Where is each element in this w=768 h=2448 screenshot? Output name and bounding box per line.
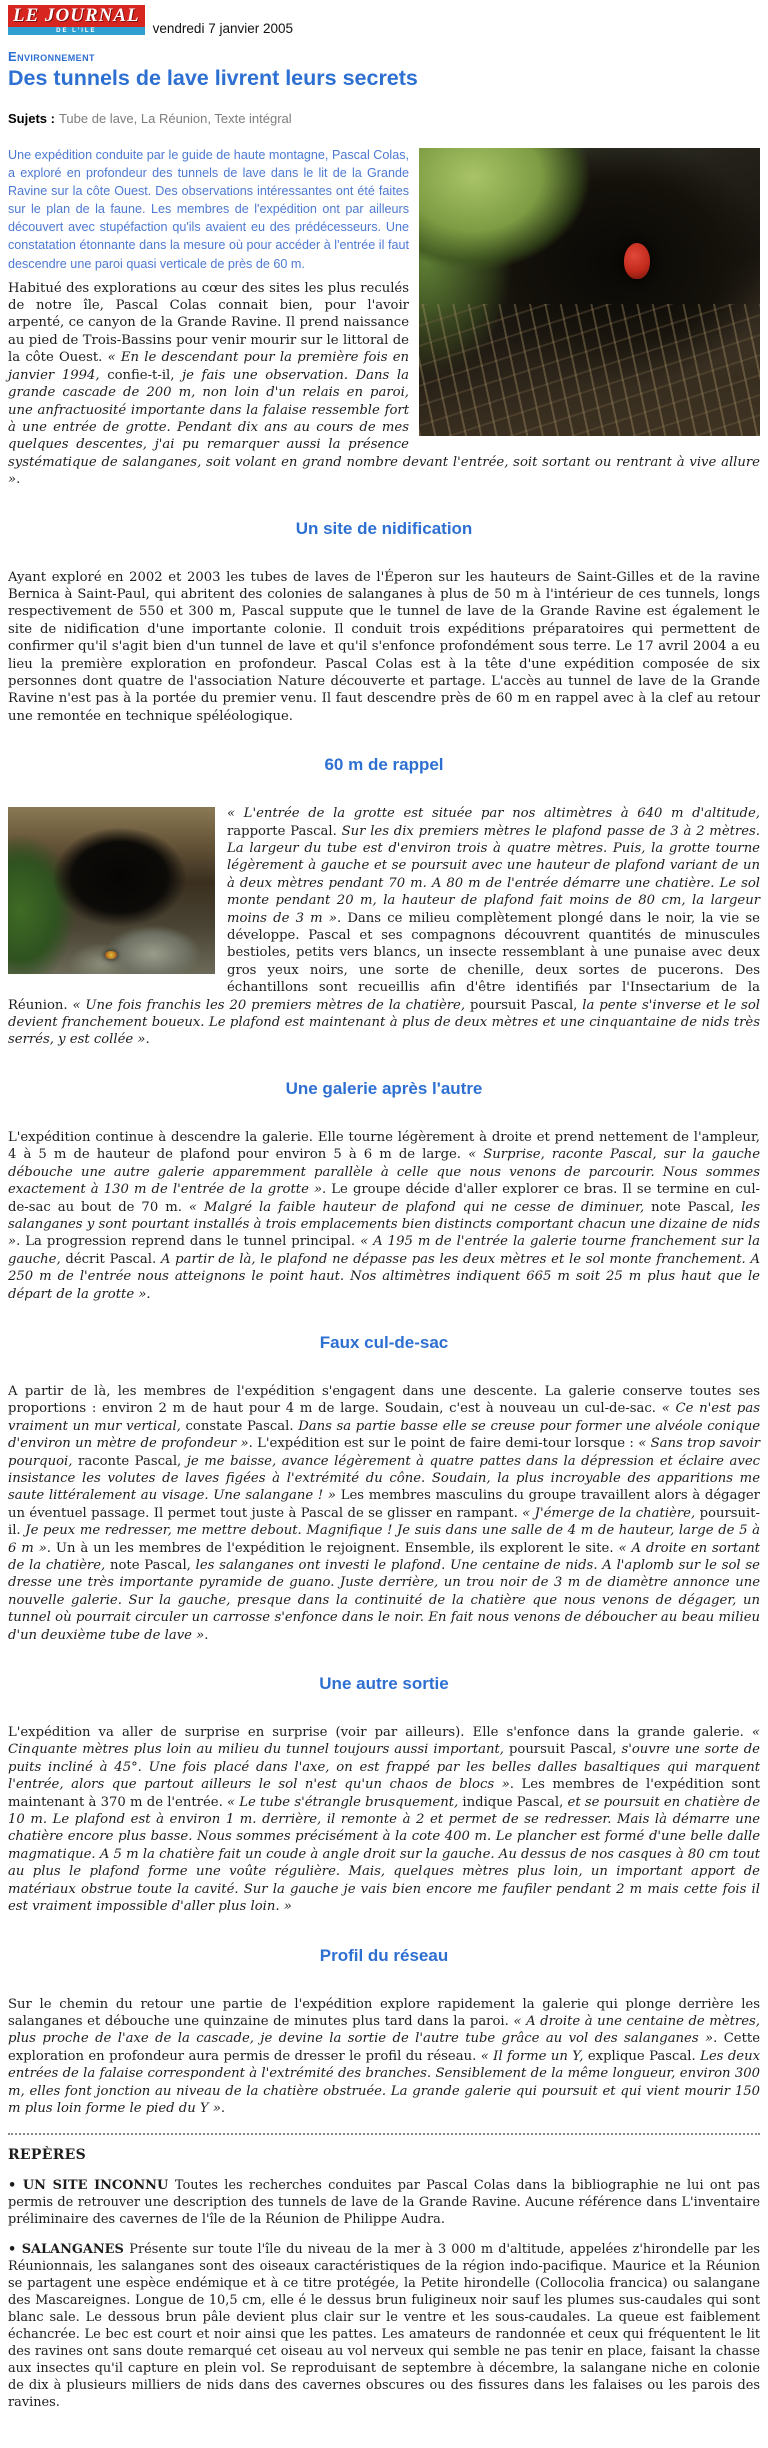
article-paragraph: A partir de là, les membres de l'expédition s'engagent dans une descente. La galerie conserve toutes ses proportions : environ 2 m de haut pour 4 m de large. Soudain, c'est à nouveau un cul-de-sac. « Ce n'est pas vraiment un mur vertical, constate Pascal. Dans sa partie basse elle se creuse pour former une alvéole conique d'environ un mètre de profondeur ». L'expédition est sur le point de faire demi-tour lorsque : « Sans trop savoir pourquoi, raconte Pascal, je me baisse, avance légèrement à quatre pattes dans la dépression et éclaire avec insistance les volutes de laves figées à l'extrémité du cône. Soudain, la plus incroyable des apparitions me saute littéralement au visage. Une salangane ! » Les membres masculins du groupe travaillent alors à dégager un éventuel passage. Il permet tout juste à Pascal de se glisser en rampant. « J'émerge de la chatière, poursuit-il. Je peux me redresser, me mettre debout. Magnifique ! Je suis dans une salle de 4 m de hauteur, large de 5 à 6 m ». Un à un les membres de l'expédition le rejoignent. Ensemble, ils explorent le site. « A droite en sortant de la chatière, note Pascal, les salanganes ont investi le plafond. Une centaine de nids. A l'aplomb sur le sol se dresse une très importante pyramide de guano. Juste derrière, un trou noir de 3 m de diamètre annonce une nouvelle galerie. Sur la gauche, presque dans la continuité de la chatière que nous venons de dégager, un tunnel où pourrait circuler un carrosse s'enfonce dans le noir. En fait nous venons de déboucher au beau milieu d'un deuxième tube de lave ». <box>8 1383 761 1643</box>
rappel-section <box>8 805 760 1049</box>
crosshead-faux-cul-de-sac: Faux cul-de-sac <box>319 1332 449 1352</box>
photo-red-climber-figure <box>624 243 650 279</box>
article-paragraph: L'expédition va aller de surprise en surprise (voir par ailleurs). Elle s'enfonce dans la grande galerie. « Cinquante mètres plus loin au milieu du tunnel toujours aussi important, poursuit Pascal, s'ouvre une sorte de puits incliné à 45°. Une fois placé dans l'axe, on est frappé par les belles dalles basaltiques qui marquent l'entrée, alors que partout ailleurs le sol n'est qu'un chaos de blocs ». Les membres de l'expédition sont maintenant à 370 m de l'entrée. « Le tube s'étrangle brusquement, indique Pascal, et se poursuit en chatière de 10 m. Le plafond est à environ 1 m. derrière, il remonte à 2 et permet de se redresser. Mais là démarre une chatière encore plus basse. Nous sommes précisément à la cote 400 m. Le plancher est formé d'une belle dalle magmatique. A 5 m la chatière fait un coude à angle droit sur la gauche. Au dessus de nos casques à 80 cm tout au plus le plafond forme une voûte régulière. Mais, quelques mètres plus loin, un important apport de matériaux obstrue toute la cavité. Sur la gauche je vais bien encore me faufiler pendant 2 m mais cette fois il est vraiment impossible d'aller plus loin. » <box>8 1725 760 1915</box>
lead-block <box>8 146 760 489</box>
issue-date: vendredi 7 janvier 2005 <box>152 21 294 36</box>
article-paragraph: Habitué des explorations au cœur des sites les plus reculés de notre île, Pascal Colas connait bien, pour l'avoir arpenté, ce canyon de la Grande Ravine. Il prend naissance au pied de Trois-Bassins pour venir mourir sur le littoral de la côte Ouest. « En le descendant pour la première fois en janvier 1994, confie-t-il, je fais une observation. Dans la grande cascade de 200 m, non loin d'un relais en paroi, une anfractuosité importante dans la falaise ressemble fort à une entrée de grotte. Pendant dix ans au cours de mes quelques descentes, j'ai pu remarquer aussi la présence systématique de salanganes, soit volant en grand nombre devant l'entrée, soit sortant ou rentrant à vive allure ». <box>8 280 760 488</box>
journal-logo[interactable] <box>8 5 145 35</box>
photo-branches <box>419 304 760 436</box>
article-paragraph: « L'entrée de la grotte est située par nos altimètres à 640 m d'altitude, rapporte Pascal. Sur les dix premiers mètres le plafond passe de 3 à 2 mètres. La largeur du tube est d'environ trois à quatre mètres. Puis, la grotte tourne légèrement à gauche et se poursuit avec une hauteur de plafond variant de un à deux mètres pendant 70 m. A 80 m de l'entrée démarre une chatière. Le sol monte pendant 20 m, la hauteur de plafond fait moins de 80 cm, la largeur moins de 3 m ». Dans ce milieu complètement plongé dans le noir, la vie se développe. Pascal et ses compagnons découvrent quantités de minuscules bestioles, petits vers blancs, un insecte ressemblant à une punaise avec deux gros yeux noirs, une sorte de chenille, deux sortes de pucerons. Des échantillons sont recueillis afin d'être identifiés par l'Insectarium de la Réunion. « Une fois franchis les 20 premiers mètres de la chatière, poursuit Pascal, la pente s'inverse et le sol devient franchement boueux. Le plafond est maintenant à plus de deux mètres et une cinquantaine de nids très serrés, y est collée ». <box>8 806 760 1048</box>
reperes-item-salanganes: • SALANGANES Présente sur toute l'île du niveau de la mer à 3 000 m d'altitude, appelées z'hirondelle par les Réunionnais, les salanganes sont des oiseaux caractéristiques de la région indo-pacifique. Maurice et la Réunion se partagent une espèce endémique et à ce titre protégée, la Petite hirondelle (Collocolia francica) ou salangane des Mascareignes. Longue de 10,5 cm, elle é le dessus brun fuligineux noir sauf les plumes sus-caudales qui sont blanc sale. Le dessous brun pâle devient plus clair sur le ventre et les sous-caudales. La queue est faiblement échancrée. Le bec est court et noir ainsi que les pattes. Les amateurs de randonnée et ceux qui fréquentent le lit des ravines ont sans doute remarqué cet oiseau au vol nerveux qui semble ne pas tenir en place, faisant la chasse aux insectes qu'il capture en plein vol. Se reproduisant de septembre à décembre, la salangane niche en colonie de dix à plusieurs milliers de nids dans des cavernes obscures ou des fissures dans les falaises ou les parois des ravines. <box>8 2242 760 2411</box>
subjects-label: Sujets : <box>8 111 55 126</box>
reperes-item-site-inconnu: • UN SITE INCONNU Toutes les recherches conduites par Pascal Colas dans la bibliographie ne lui ont pas permis de retrouver une description des tunnels de lave de la Grande Ravine. Aucune référence dans L'inventaire préliminaire des cavernes de l'île de la Réunion de Philippe Audra. <box>8 2178 760 2228</box>
article-paragraph: Sur le chemin du retour une partie de l'expédition explore rapidement la galerie qui plonge derrière les salanganes et débouche une quinzaine de minutes plus tard dans la paroi. « A droite à une centaine de mètres, plus proche de l'axe de la cascade, je devine la sortie de l'autre tube grâce au vol des salanganes ». Cette exploration en profondeur aura permis de dresser le profil du réseau. « Il forme un Y, explique Pascal. Les deux entrées de la falaise correspondent à l'extrémité des branches. Sensiblement de la même longueur, environ 300 m, elles font jonction au niveau de la chatière obstruée. La grande galerie qui poursuit et qui vient mourir 150 m plus loin forme le pied du Y ». <box>8 1996 761 2116</box>
crosshead-rappel: 60 m de rappel <box>324 755 444 775</box>
photo-cave-entrance-climber <box>419 148 760 436</box>
crosshead-nidification: Un site de nidification <box>295 518 473 538</box>
section-rubric: Environnement <box>8 49 95 64</box>
article-paragraph: L'expédition continue à descendre la galerie. Elle tourne légèrement à droite et prend nettement de l'ampleur, 4 à 5 m de hauteur de plafond pour environ 5 à 6 m de large. « Surprise, raconte Pascal, sur la gauche débouche une autre galerie apparemment parallèle à celle que nous venons de parcourir. Nous sommes exactement à 130 m de l'entrée de la grotte ». Le groupe décide d'aller explorer ce bras. Il se termine en cul-de-sac au bout de 70 m. « Malgré la faible hauteur de plafond qui ne cesse de diminuer, note Pascal, les salanganes y sont pourtant installés à trois emplacements bien distincts comportant chacun une dizaine de nids ». La progression reprend dans le tunnel principal. « A 195 m de l'entrée la galerie tourne franchement sur la gauche, décrit Pascal. A partir de là, le plafond ne dépasse pas les deux mètres et le sol monte franchement. A 250 m de l'entrée nous atteignons le point haut. Nos altimètres indiquent 665 m soit 25 m plus haut que le départ de la grotte ». <box>8 1129 761 1302</box>
article-title: Des tunnels de lave livrent leurs secrets <box>8 66 418 90</box>
subjects-values: Tube de lave, La Réunion, Texte intégral <box>58 111 292 126</box>
photo-dark-cave-entrance <box>8 807 215 974</box>
crosshead-galerie: Une galerie après l'autre <box>285 1078 483 1098</box>
logo-subtitle: DE L'ILE <box>8 27 145 35</box>
crosshead-profil: Profil du réseau <box>319 1945 449 1965</box>
masthead <box>8 5 760 35</box>
dotted-divider <box>8 2133 760 2135</box>
photo-gear-spot <box>105 951 117 959</box>
article-paragraph: Ayant exploré en 2002 et 2003 les tubes de laves de l'Éperon sur les hauteurs de Saint-Gilles et de la ravine Bernica à Saint-Paul, qui abritent des colonies de salanganes à plus de 50 m à l'intérieur de ces tunnels, longs respectivement de 550 et 300 m, Pascal suppute que le tunnel de lave de la Grande Ravine est également le site de nidification d'une importante colonie. Il conduit trois expéditions préparatoires qui permettent de confirmer qu'il s'agit bien d'un tunnel de lave et qu'il s'enfonce profondément sous terre. Le 17 avril 2004 a eu lieu la première exploration en profondeur. Pascal Colas est à la tête d'une expédition composée de six personnes dont quatre de l'association Nature découverte et partage. L'accès au tunnel de lave de la Grande Ravine n'est pas à la portée du premier venu. Il faut descendre près de 60 m en rappel avec à la clef au retour une remontée en technique spéléologique. <box>8 569 760 724</box>
article-lead-paragraph: Une expédition conduite par le guide de haute montagne, Pascal Colas, a exploré en profondeur des tunnels de lave dans le lit de la Grande Ravine sur la côte Ouest. Des observations intéressantes ont été faites sur le plan de la faune. Les membres de l'expédition ont par ailleurs découvert avec stupéfaction qu'ils avaient eu des prédécesseurs. Une constatation étonnante dans la mesure où pour accéder à l'entrée il faut descendre une paroi quasi verticale de près de 60 m. <box>8 148 409 271</box>
crosshead-autre-sortie: Une autre sortie <box>319 1674 449 1694</box>
reperes-heading: REPÈRES <box>8 2147 87 2164</box>
logo-title: LE JOURNAL <box>8 5 145 27</box>
subjects-line <box>8 111 760 126</box>
